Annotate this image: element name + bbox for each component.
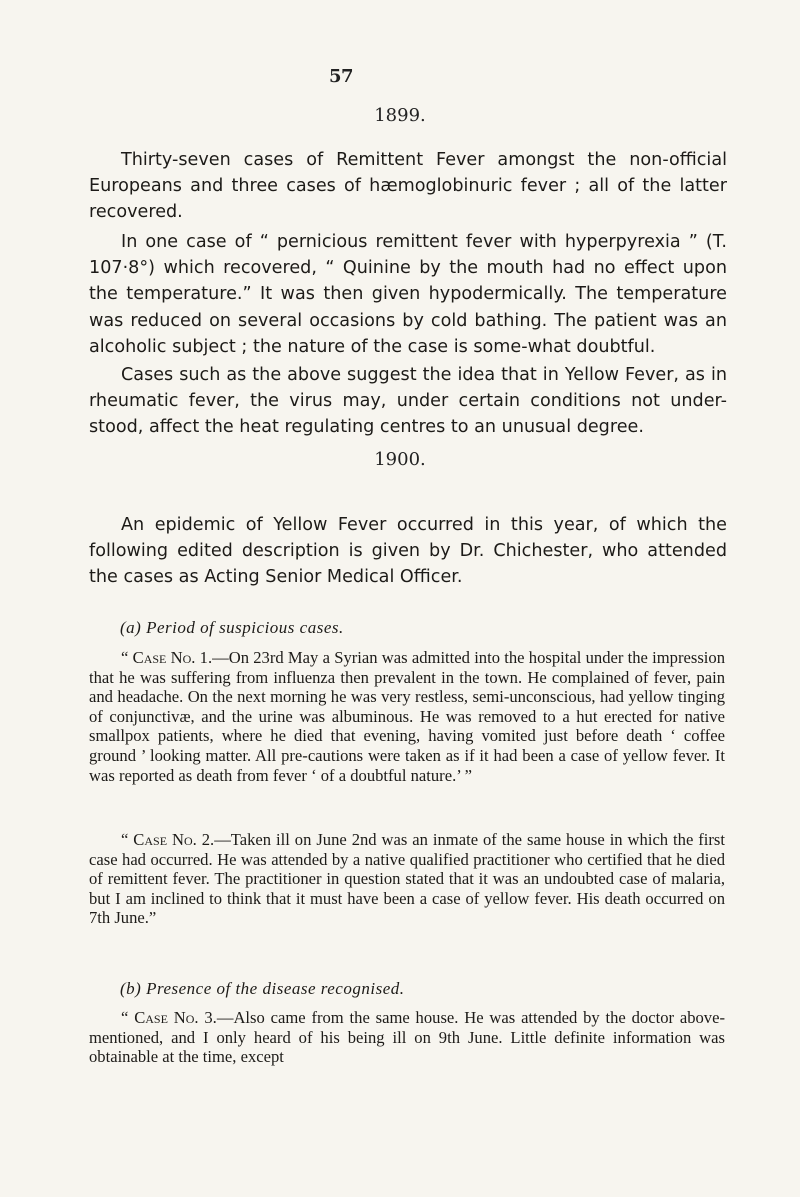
paragraph-remittent-fever-cases: Thirty-seven cases of Remittent Fever amongst the non-official Europeans and three cases of hæmoglobinuric fever ; all of the latter recovered. xyxy=(89,150,727,223)
section-heading-disease-recognised: (b) Presence of the disease recognised. xyxy=(120,979,405,998)
case-paragraph-1 xyxy=(89,648,725,785)
paragraph-hyperpyrexia-case: In one case of “ pernicious remittent fever with hyperpyrexia ” (T. 107·8°) which recovered, “ Quinine by the mouth had no effect upon the temperature.” It was then given hypodermically. The temperature was reduced on several occasions by cold bathing. The patient was an alcoholic subject ; the nature of the case is some-what doubtful. xyxy=(89,232,727,357)
paragraph-yellow-fever-idea: Cases such as the above suggest the idea that in Yellow Fever, as in rheumatic fever, the virus may, under certain conditions not under-stood, affect the heat regulating centres to an unusual degree. xyxy=(89,365,727,438)
year-heading-1899: 1899. xyxy=(374,105,426,126)
case-label-3: “ Case No. 3. xyxy=(121,1008,217,1027)
paragraph-epidemic-intro: An epidemic of Yellow Fever occurred in this year, of which the following edited description is given by Dr. Chichester, who attended the cases as Acting Senior Medical Officer. xyxy=(89,515,727,588)
case-text-2: —Taken ill on June 2nd was an inmate of the same house in which the first case had occurred. He was attended by a native qualified practitioner who certified that he died of remittent fever. The practitioner in question stated that it was an undoubted case of malaria, but I am inclined to think that it must have been a case of yellow fever. His death occurred on 7th June.” xyxy=(89,830,725,928)
case-paragraph-2 xyxy=(89,830,725,928)
case-label-1: “ Case No. 1. xyxy=(121,648,213,667)
case-text-1: —On 23rd May a Syrian was admitted into the hospital under the impression that he was suffering from influenza then prevalent in the town. He complained of fever, pain and headache. On the next morning he was very restless, semi-unconscious, had yellow tinging of conjunctivæ, and the urine was albuminous. He was removed to a hut erected for native smallpox patients, where he died that evening, having vomited just before death ‘ coffee ground ’ looking matter. All pre-cautions were taken as if it had been a case of yellow fever. It was reported as death from fever ‘ of a doubtful nature.’ ” xyxy=(89,648,725,785)
section-heading-suspicious-cases: (a) Period of suspicious cases. xyxy=(120,618,344,637)
case-text-3: —Also came from the same house. He was attended by the doctor above-mentioned, and I only heard of his being ill on 9th June. Little definite information was obtainable at the time, except xyxy=(89,1008,725,1067)
case-label-2: “ Case No. 2. xyxy=(121,830,215,849)
year-heading-1900: 1900. xyxy=(374,449,426,470)
page-number: 57 xyxy=(329,66,354,87)
case-paragraph-3 xyxy=(89,1008,725,1067)
